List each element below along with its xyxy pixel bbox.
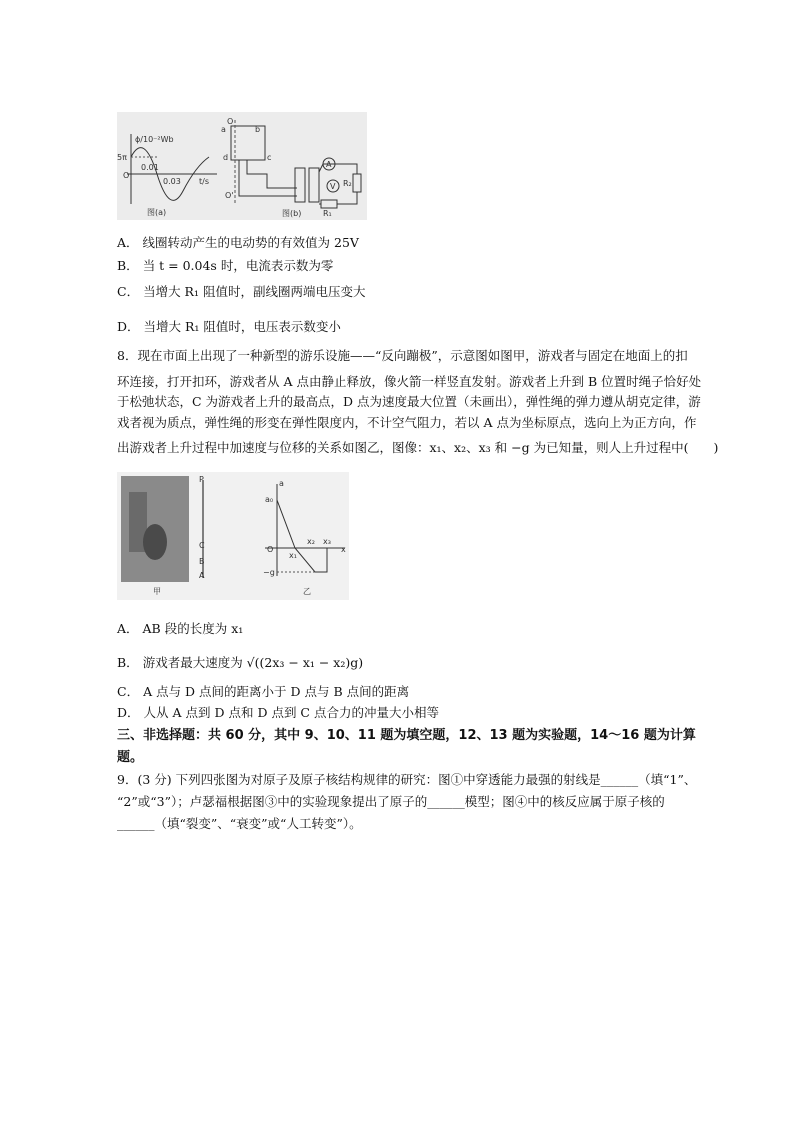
label-R2: R₂ (343, 179, 352, 188)
transformer-secondary (309, 168, 319, 202)
x2-label: x₂ (307, 537, 315, 546)
graph-a-ytick: 5π (117, 153, 127, 162)
option-text: AB 段的长度为 x₁ (142, 621, 244, 636)
q8-option-d (117, 705, 439, 721)
option-letter: B． (117, 258, 139, 273)
q9-line-2: “2”或“3”）；卢瑟福根据图③中的实验现象提出了原子的______模型；图④中的核反应属于原子核的 (117, 794, 665, 809)
transformer-primary (295, 168, 305, 202)
label-R1: R₁ (323, 209, 332, 218)
graph-a-xtick2: 0.03 (163, 177, 181, 186)
origin-label: O (267, 545, 274, 554)
axis-x-label: x (341, 545, 346, 554)
label-d: d (223, 153, 229, 162)
option-letter: C． (117, 684, 140, 699)
section-3-heading-line-1: 三、非选择题：共 60 分，其中 9、10、11 题为填空题，12、13 题为实验题，14～16 题为计算 (117, 728, 696, 743)
q8-figure-svg (117, 472, 349, 600)
label-P: P (199, 475, 204, 484)
option-letter: D． (117, 319, 140, 334)
graph-a-xtick1: 0.01 (141, 163, 159, 172)
option-letter: D． (117, 705, 140, 720)
label-A: A (199, 571, 205, 580)
label-O-prime: O' (225, 191, 234, 200)
q9-line-3: ______（填“裂变”、“衰变”或“人工转变”）。 (117, 816, 362, 831)
ammeter-label: A (326, 160, 332, 169)
option-text: 人从 A 点到 D 点和 D 点到 C 点合力的冲量大小相等 (143, 705, 439, 720)
q8-line-5: 出游戏者上升过程中加速度与位移的关系如图乙，图像：x₁、x₂、x₃ 和 −g 为已知量，则人上升过程中( ) (117, 440, 719, 455)
resistor-R2-icon (353, 174, 361, 192)
label-c: c (267, 153, 272, 162)
option-text: A 点与 D 点间的距离小于 D 点与 B 点间的距离 (143, 684, 410, 699)
resistor-R1-icon (321, 200, 337, 208)
wire-1 (247, 160, 297, 188)
option-letter: B． (117, 655, 139, 670)
q8-option-b (117, 655, 363, 671)
label-a: a (221, 125, 226, 134)
graph-b-caption: 图(b) (282, 209, 302, 218)
voltmeter-label: V (330, 182, 336, 191)
caption-yi: 乙 (303, 587, 311, 596)
option-text: 线圈转动产生的电动势的有效值为 25V (142, 235, 359, 250)
label-C: C (199, 541, 205, 550)
graph-a-ylabel: ϕ/10⁻²Wb (135, 135, 174, 144)
caption-jia: 甲 (153, 587, 161, 596)
wire-2 (239, 160, 297, 196)
q8-line-4: 戏者视为质点，弹性绳的形变在弹性限度内，不计空气阻力，若以 A 点为坐标原点，选向上为正方向，作 (117, 415, 697, 430)
q8-line-1: 8．现在市面上出现了一种新型的游乐设施——“反向蹦极”，示意图如图甲，游戏者与固定在地面上的扣 (117, 348, 688, 363)
graph-a-origin: O (123, 171, 130, 180)
x1-label: x₁ (289, 551, 297, 560)
option-text: 当增大 R₁ 阻值时，副线圈两端电压变大 (143, 284, 366, 299)
a0-label: a₀ (265, 495, 274, 504)
section-3-heading-line-2: 题。 (117, 750, 144, 765)
axis-a-label: a (279, 479, 284, 488)
q7-option-c (117, 284, 365, 300)
q7-figure-svg (117, 112, 367, 220)
q8-option-a (117, 621, 243, 637)
option-letter: A． (117, 621, 139, 636)
option-text: 当增大 R₁ 阻值时，电压表示数变小 (143, 319, 341, 334)
label-B: B (199, 557, 205, 566)
label-O: O (227, 117, 234, 126)
q8-figure (117, 472, 349, 600)
label-b: b (255, 125, 261, 134)
q9-line-1: 9．(3 分) 下列四张图为对原子及原子核结构规律的研究：图①中穿透能力最强的射线是______（填“1”、 (117, 772, 697, 787)
q7-option-d (117, 319, 341, 335)
q7-figure (117, 112, 367, 220)
option-letter: C． (117, 284, 140, 299)
x3-label: x₃ (323, 537, 331, 546)
q7-option-a (117, 235, 359, 251)
q7-option-b (117, 258, 333, 274)
graph-a-caption: 图(a) (147, 208, 167, 217)
q8-option-c (117, 684, 409, 700)
neg-g-label: −g (263, 568, 275, 577)
q8-line-2: 环连接，打开扣环，游戏者从 A 点由静止释放，像火箭一样竖直发射。游戏者上升到 B 位置时绳子恰好处 (117, 374, 702, 389)
graph-yi-line (277, 500, 327, 572)
option-letter: A． (117, 235, 139, 250)
option-text: 游戏者最大速度为 √((2x₃ − x₁ − x₂)g) (142, 655, 364, 670)
option-text: 当 t = 0.04s 时，电流表示数为零 (142, 258, 334, 273)
q8-line-3: 于松弛状态，C 为游戏者上升的最高点，D 点为速度最大位置（未画出），弹性绳的弹力遵从胡克定律，游 (117, 394, 701, 409)
photo-person (143, 524, 167, 560)
graph-a-xunit: t/s (199, 177, 209, 186)
